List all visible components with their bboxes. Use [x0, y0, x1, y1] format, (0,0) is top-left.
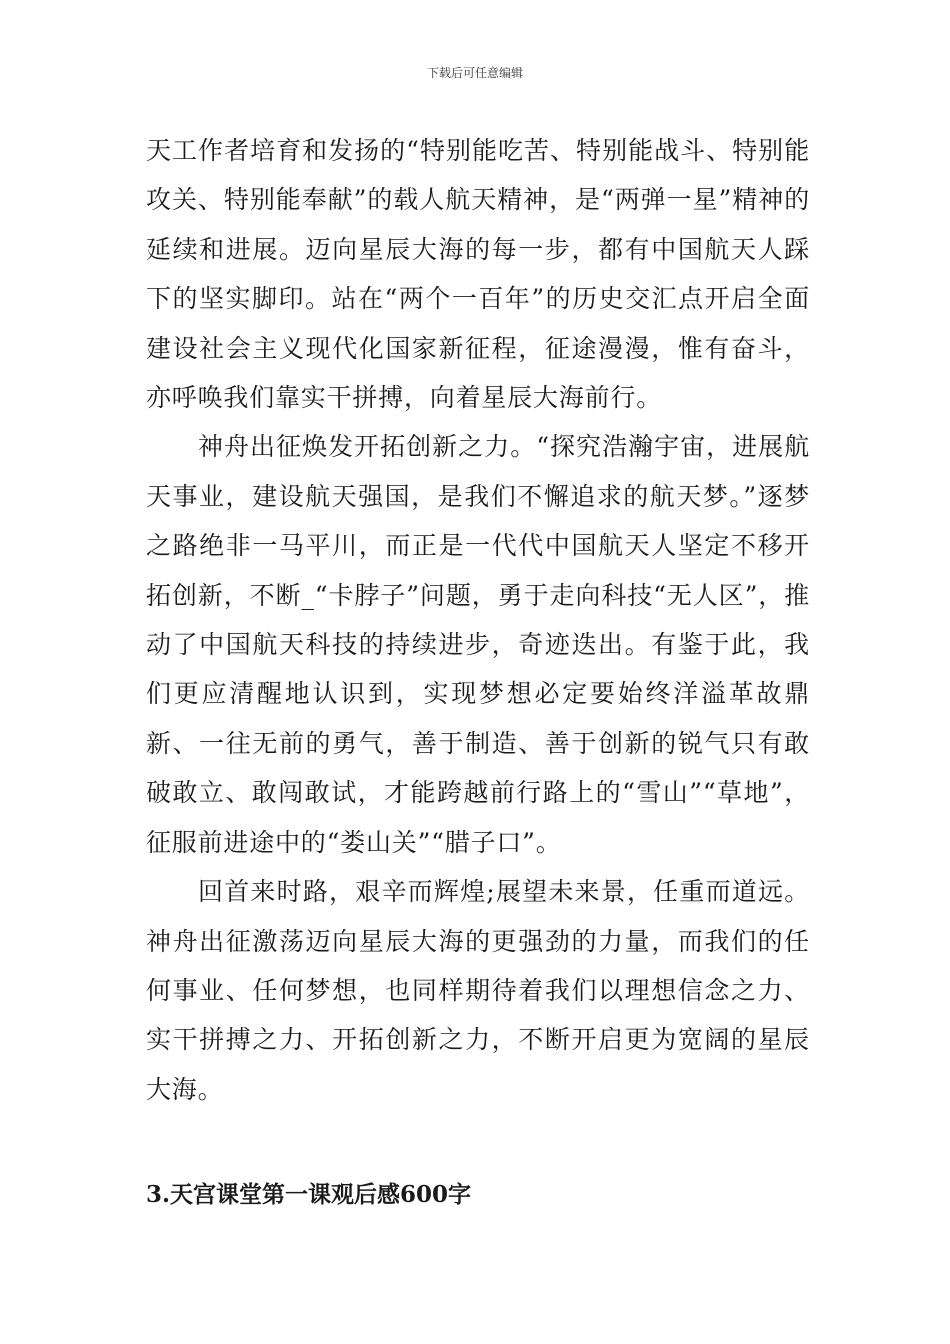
document-body	[146, 126, 810, 1114]
page-header: 下载后可任意编辑	[426, 66, 523, 80]
paragraph-2: 神舟出征焕发开拓创新之力。“探究浩瀚宇宙，进展航天事业，建设航天强国，是我们不懈追求的航天梦。”逐梦之路绝非一马平川，而正是一代代中国航天人坚定不移开拓创新，不断_“卡脖子”问题，勇于走向科技“无人区”，推动了中国航天科技的持续进步，奇迹迭出。有鉴于此，我们更应清醒地认识到，实现梦想必定要始终洋溢革故鼎新、一往无前的勇气，善于制造、善于创新的锐气只有敢破敢立、敢闯敢试，才能跨越前行路上的“雪山”“草地”，征服前进途中的“娄山关”“腊子口”。	[146, 432, 810, 857]
paragraph-1: 天工作者培育和发扬的“特别能吃苦、特别能战斗、特别能攻关、特别能奉献”的载人航天精神，是“两弹一星”精神的延续和进展。迈向星辰大海的每一步，都有中国航天人踩下的坚实脚印。站在“两个一百年”的历史交汇点开启全面建设社会主义现代化国家新征程，征途漫漫，惟有奋斗，亦呼唤我们靠实干拼搏，向着星辰大海前行。	[146, 136, 810, 413]
section-title: 3.天宫课堂第一课观后感600字	[146, 1181, 472, 1208]
paragraph-3: 回首来时路，艰辛而辉煌;展望未来景，任重而道远。神舟出征激荡迈向星辰大海的更强劲的力量，而我们的任何事业、任何梦想，也同样期待着我们以理想信念之力、实干拼搏之力、开拓创新之力，不断开启更为宽阔的星辰大海。	[146, 877, 810, 1104]
